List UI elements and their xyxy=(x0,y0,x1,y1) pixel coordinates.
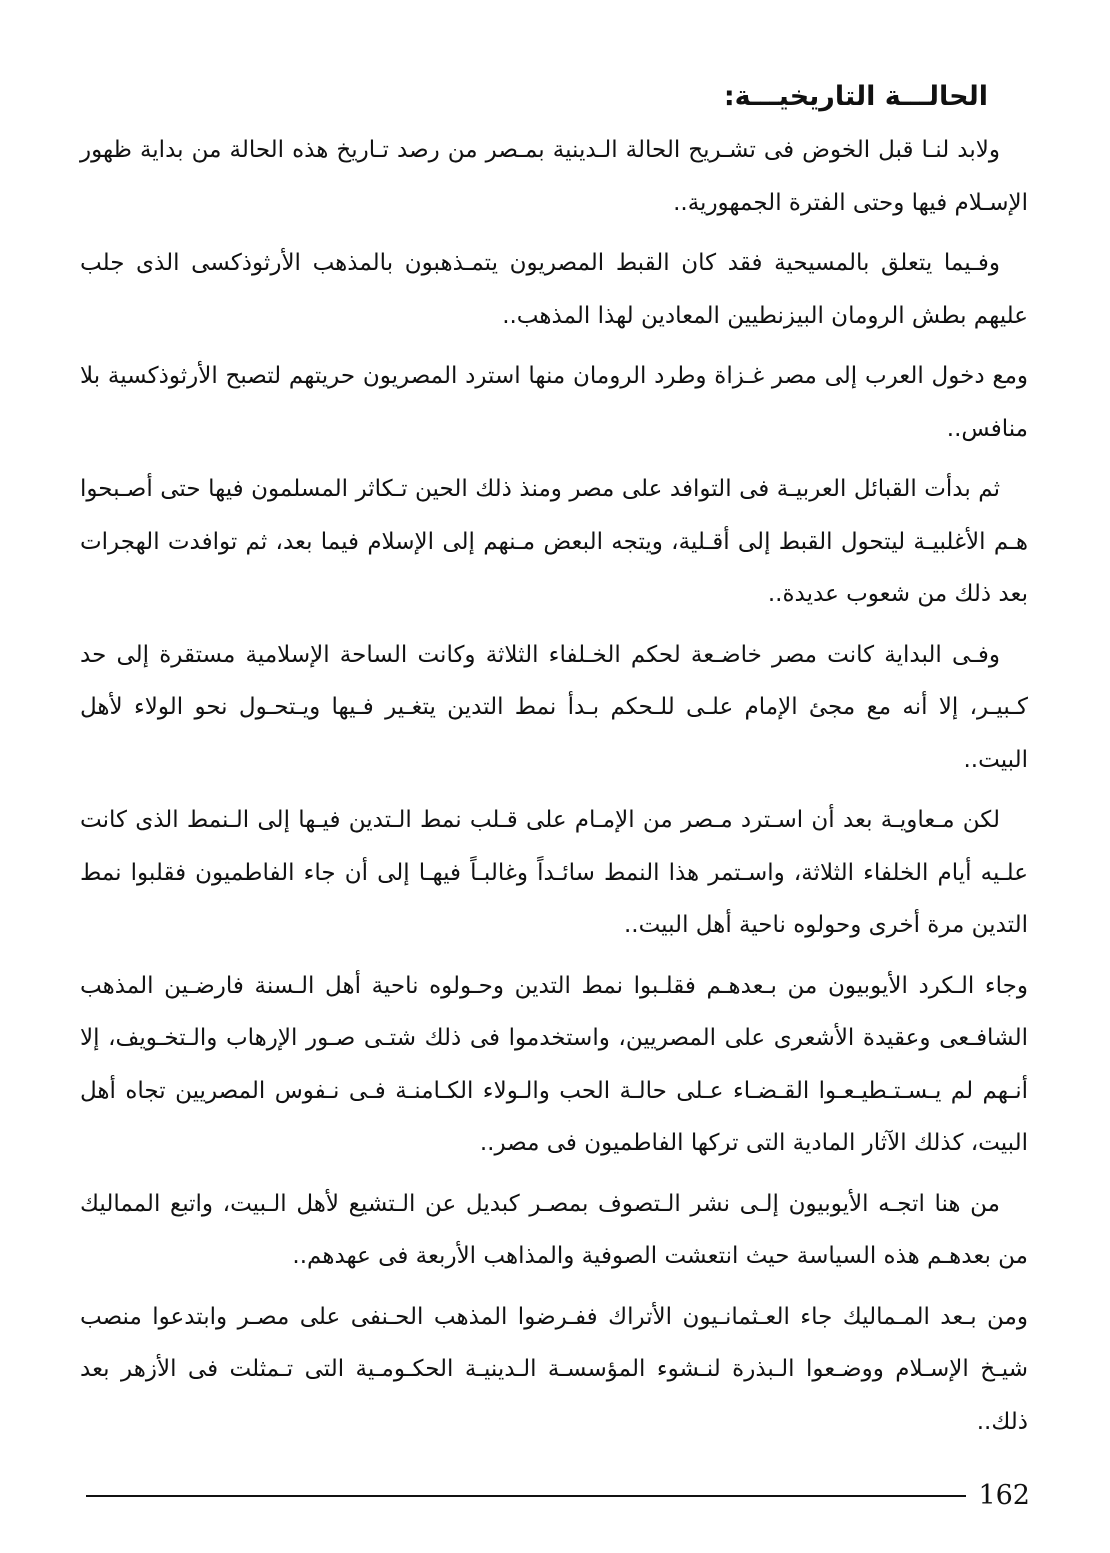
page-footer xyxy=(86,1478,1030,1518)
paragraph: ومن بـعد المـماليك جاء العـثمانـيون الأتراك ففـرضوا المذهب الحـنفى على مصـر وابتدعوا منصب شيـخ الإسـلام ووضـعوا الـبذرة لنـشوء المؤسسـة الـدينيـة الحكـومـية التى تـمثلت فى الأزهر بعد ذلك.. xyxy=(80,1303,1028,1435)
paragraph: من هنا اتجـه الأيوبيون إلـى نشر الـتصوف بمصـر كبديل عن الـتشيع لأهل الـبيت، واتبع المماليك من بعدهـم هذه السياسة حيث انتعشت الصوفية والمذاهب الأربعة فى عهدهم.. xyxy=(80,1190,1028,1269)
page-number: 162 xyxy=(978,1480,1030,1511)
paragraph: ثم بدأت القبائل العربيـة فى التوافد على مصر ومنذ ذلك الحين تـكاثر المسلمون فيها حتى أصـبحوا هـم الأغلبيـة ليتحول القبط إلى أقـلية، ويتجه البعض مـنهم إلى الإسلام فيما بعد، ثم توافدت الهجرات بعد ذلك من شعوب عديدة.. xyxy=(80,476,1028,607)
footer-rule xyxy=(86,1495,966,1497)
page-body xyxy=(80,70,1028,1456)
paragraph: ومع دخول العرب إلى مصر غـزاة وطرد الرومان منها استرد المصريون حريتهم لتصبح الأرثوذكسية بلا منافس.. xyxy=(80,363,1028,442)
paragraph: وفـى البداية كانت مصر خاضـعة لحكم الخـلفاء الثلاثة وكانت الساحة الإسلامية مستقرة إلى حد كـبيـر، إلا أنه مع مجئ الإمام علـى للـحكم بـدأ نمط التدين يتغـير فـيها ويـتحـول نحو الولاء لأهل البيت.. xyxy=(80,641,1028,773)
paragraph: ولابد لنـا قبل الخوض فى تشـريح الحالة الـدينية بمـصر من رصد تـاريخ هذه الحالة من بداية ظهور الإسـلام فيها وحتى الفترة الجمهورية.. xyxy=(80,137,1028,216)
paragraph: وجاء الـكرد الأيوبيون من بـعدهـم فقلـبوا نمط التدين وحـولوه ناحية أهل الـسنة فارضـين المذهب الشافـعى وعقيدة الأشعرى على المصريين، واستخدموا فى ذلك شتـى صـور الإرهاب والـتخـويف، إلا أنـهم لم يـسـتـطيـعـوا القـضـاء عـلى حالـة الحب والـولاء الكـامنـة فـى نـفوس المصريين تجاه أهل البيت، كذلك الآثار المادية التى تركها الفاطميون فى مصر.. xyxy=(80,972,1028,1156)
paragraph: لكن مـعاويـة بعد أن اسـترد مـصر من الإمـام على قـلب نمط الـتدين فيـها إلى الـنمط الذى كانت علـيه أيام الخلفاء الثلاثة، واسـتمر هذا النمط سائـداً وغالبـاً فيهـا إلى أن جاء الفاطميون فقلبوا نمط التدين مرة أخرى وحولوه ناحية أهل البيت.. xyxy=(80,807,1028,938)
section-heading: الحالـــة التاريخيـــة: xyxy=(723,81,988,112)
paragraph: وفـيما يتعلق بالمسيحية فقد كان القبط المصريون يتمـذهبون بالمذهب الأرثوذكسى الذى جلب عليهم بطش الرومان البيزنطيين المعادين لهذا المذهب.. xyxy=(80,250,1028,329)
